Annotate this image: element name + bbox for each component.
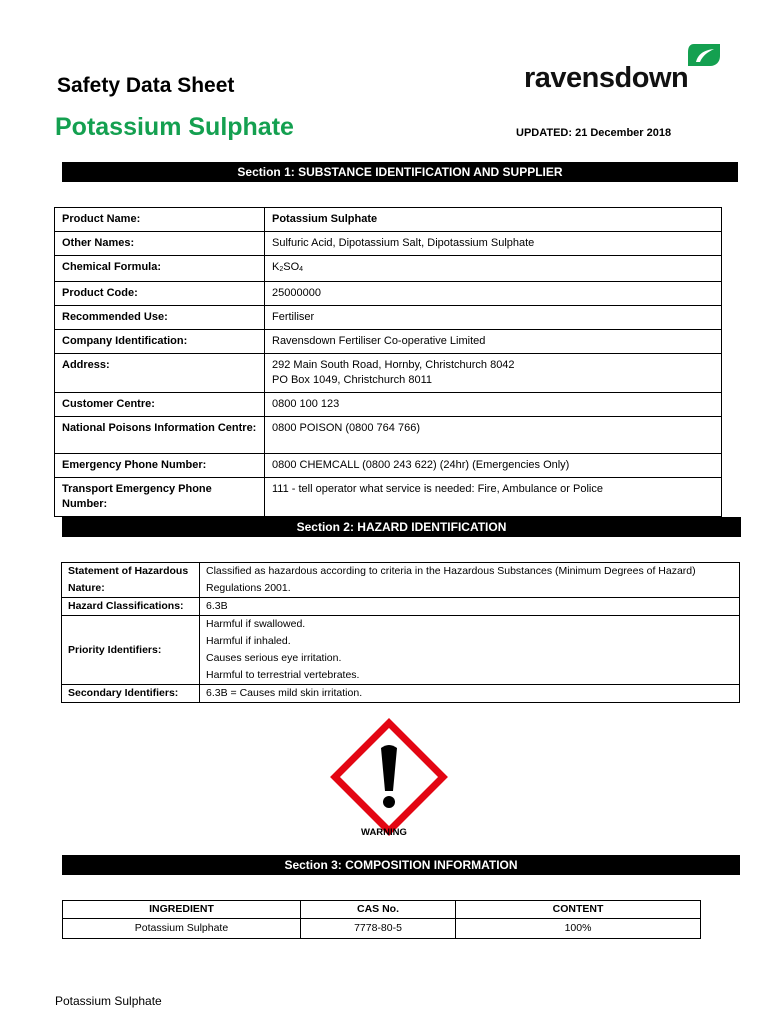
table-row: [55, 454, 722, 478]
field-label: Product Code:: [55, 282, 265, 306]
table-row: [55, 393, 722, 417]
priority-identifier: Harmful if inhaled.: [206, 635, 291, 647]
field-label: Transport Emergency Phone Number:: [55, 478, 265, 517]
table-row: [62, 598, 740, 616]
field-value: 0800 CHEMCALL (0800 243 622) (24hr) (Emergencies Only): [265, 454, 722, 478]
section-1-header: Section 1: SUBSTANCE IDENTIFICATION AND SUPPLIER: [62, 162, 738, 182]
leaf-icon: [688, 42, 720, 66]
section-2-header: Section 2: HAZARD IDENTIFICATION: [62, 517, 741, 537]
ingredient-cell: Potassium Sulphate: [63, 919, 301, 939]
priority-identifier: Harmful to terrestrial vertebrates.: [206, 669, 360, 681]
field-label: Hazard Classifications:: [62, 598, 200, 616]
field-label: Secondary Identifiers:: [62, 685, 200, 703]
table-row: [55, 232, 722, 256]
logo-wordmark: ravensdown: [524, 62, 689, 94]
composition-table: [62, 900, 701, 939]
priority-identifier: Causes serious eye irritation.: [206, 652, 342, 664]
hazard-table: [61, 562, 740, 703]
field-value: Ravensdown Fertiliser Co-operative Limited: [265, 330, 722, 354]
table-row: [55, 478, 722, 517]
document-title: Safety Data Sheet: [57, 74, 235, 97]
column-header: CONTENT: [456, 901, 701, 919]
field-label: National Poisons Information Centre:: [55, 417, 265, 454]
page-footer: Potassium Sulphate: [55, 994, 162, 1008]
table-row: [62, 563, 740, 598]
signal-word: WARNING: [361, 827, 407, 838]
formula-subscript: 2: [279, 266, 284, 273]
field-value: 0800 100 123: [265, 393, 722, 417]
priority-identifier: Harmful if swallowed.: [206, 618, 306, 630]
field-label: Statement of Hazardous Nature:: [62, 563, 200, 598]
table-row: [55, 282, 722, 306]
field-value: 111 - tell operator what service is needed: Fire, Ambulance or Police: [265, 478, 722, 517]
formula-element: K: [272, 261, 280, 273]
formula-subscript: 4: [299, 266, 304, 273]
field-label: Company Identification:: [55, 330, 265, 354]
cas-number-cell: 7778-80-5: [301, 919, 456, 939]
field-value: Fertiliser: [265, 306, 722, 330]
address-line: PO Box 1049, Christchurch 8011: [272, 374, 432, 386]
field-label: Chemical Formula:: [55, 256, 265, 282]
table-header-row: [63, 901, 701, 919]
table-row: [55, 330, 722, 354]
content-cell: 100%: [456, 919, 701, 939]
product-title: Potassium Sulphate: [55, 113, 294, 141]
identification-table: [54, 207, 722, 517]
address-line: 292 Main South Road, Hornby, Christchurch 8042: [272, 359, 515, 371]
ravensdown-logo: [524, 42, 724, 98]
table-row: [55, 208, 722, 232]
field-value: 25000000: [265, 282, 722, 306]
table-row: [62, 616, 740, 685]
formula-element: SO: [283, 261, 300, 273]
table-row: [55, 306, 722, 330]
field-label: Other Names:: [55, 232, 265, 256]
table-row: [55, 417, 722, 454]
field-value: 0800 POISON (0800 764 766): [265, 417, 722, 454]
exclamation-mark-icon: [330, 718, 448, 836]
field-label: Address:: [55, 354, 265, 393]
field-label: Customer Centre:: [55, 393, 265, 417]
table-row: [55, 256, 722, 282]
field-value: 6.3B: [200, 598, 740, 616]
field-value: Sulfuric Acid, Dipotassium Salt, Dipotassium Sulphate: [265, 232, 722, 256]
column-header: CAS No.: [301, 901, 456, 919]
field-value: Classified as hazardous according to criteria in the Hazardous Substances (Minimum Degrees of Hazard) Regulations 2001.: [200, 563, 740, 598]
field-value: 6.3B = Causes mild skin irritation.: [200, 685, 740, 703]
table-row: [55, 354, 722, 393]
chemical-formula: [265, 256, 722, 282]
field-label: Recommended Use:: [55, 306, 265, 330]
table-row: [62, 685, 740, 703]
field-label: Product Name:: [55, 208, 265, 232]
column-header: INGREDIENT: [63, 901, 301, 919]
updated-date: UPDATED: 21 December 2018: [516, 127, 672, 139]
priority-identifiers: [200, 616, 740, 685]
section-3-header: Section 3: COMPOSITION INFORMATION: [62, 855, 740, 875]
field-label: Emergency Phone Number:: [55, 454, 265, 478]
address-value: [265, 354, 722, 393]
field-value: Potassium Sulphate: [265, 208, 722, 232]
table-row: [63, 919, 701, 939]
field-label: Priority Identifiers:: [62, 616, 200, 685]
